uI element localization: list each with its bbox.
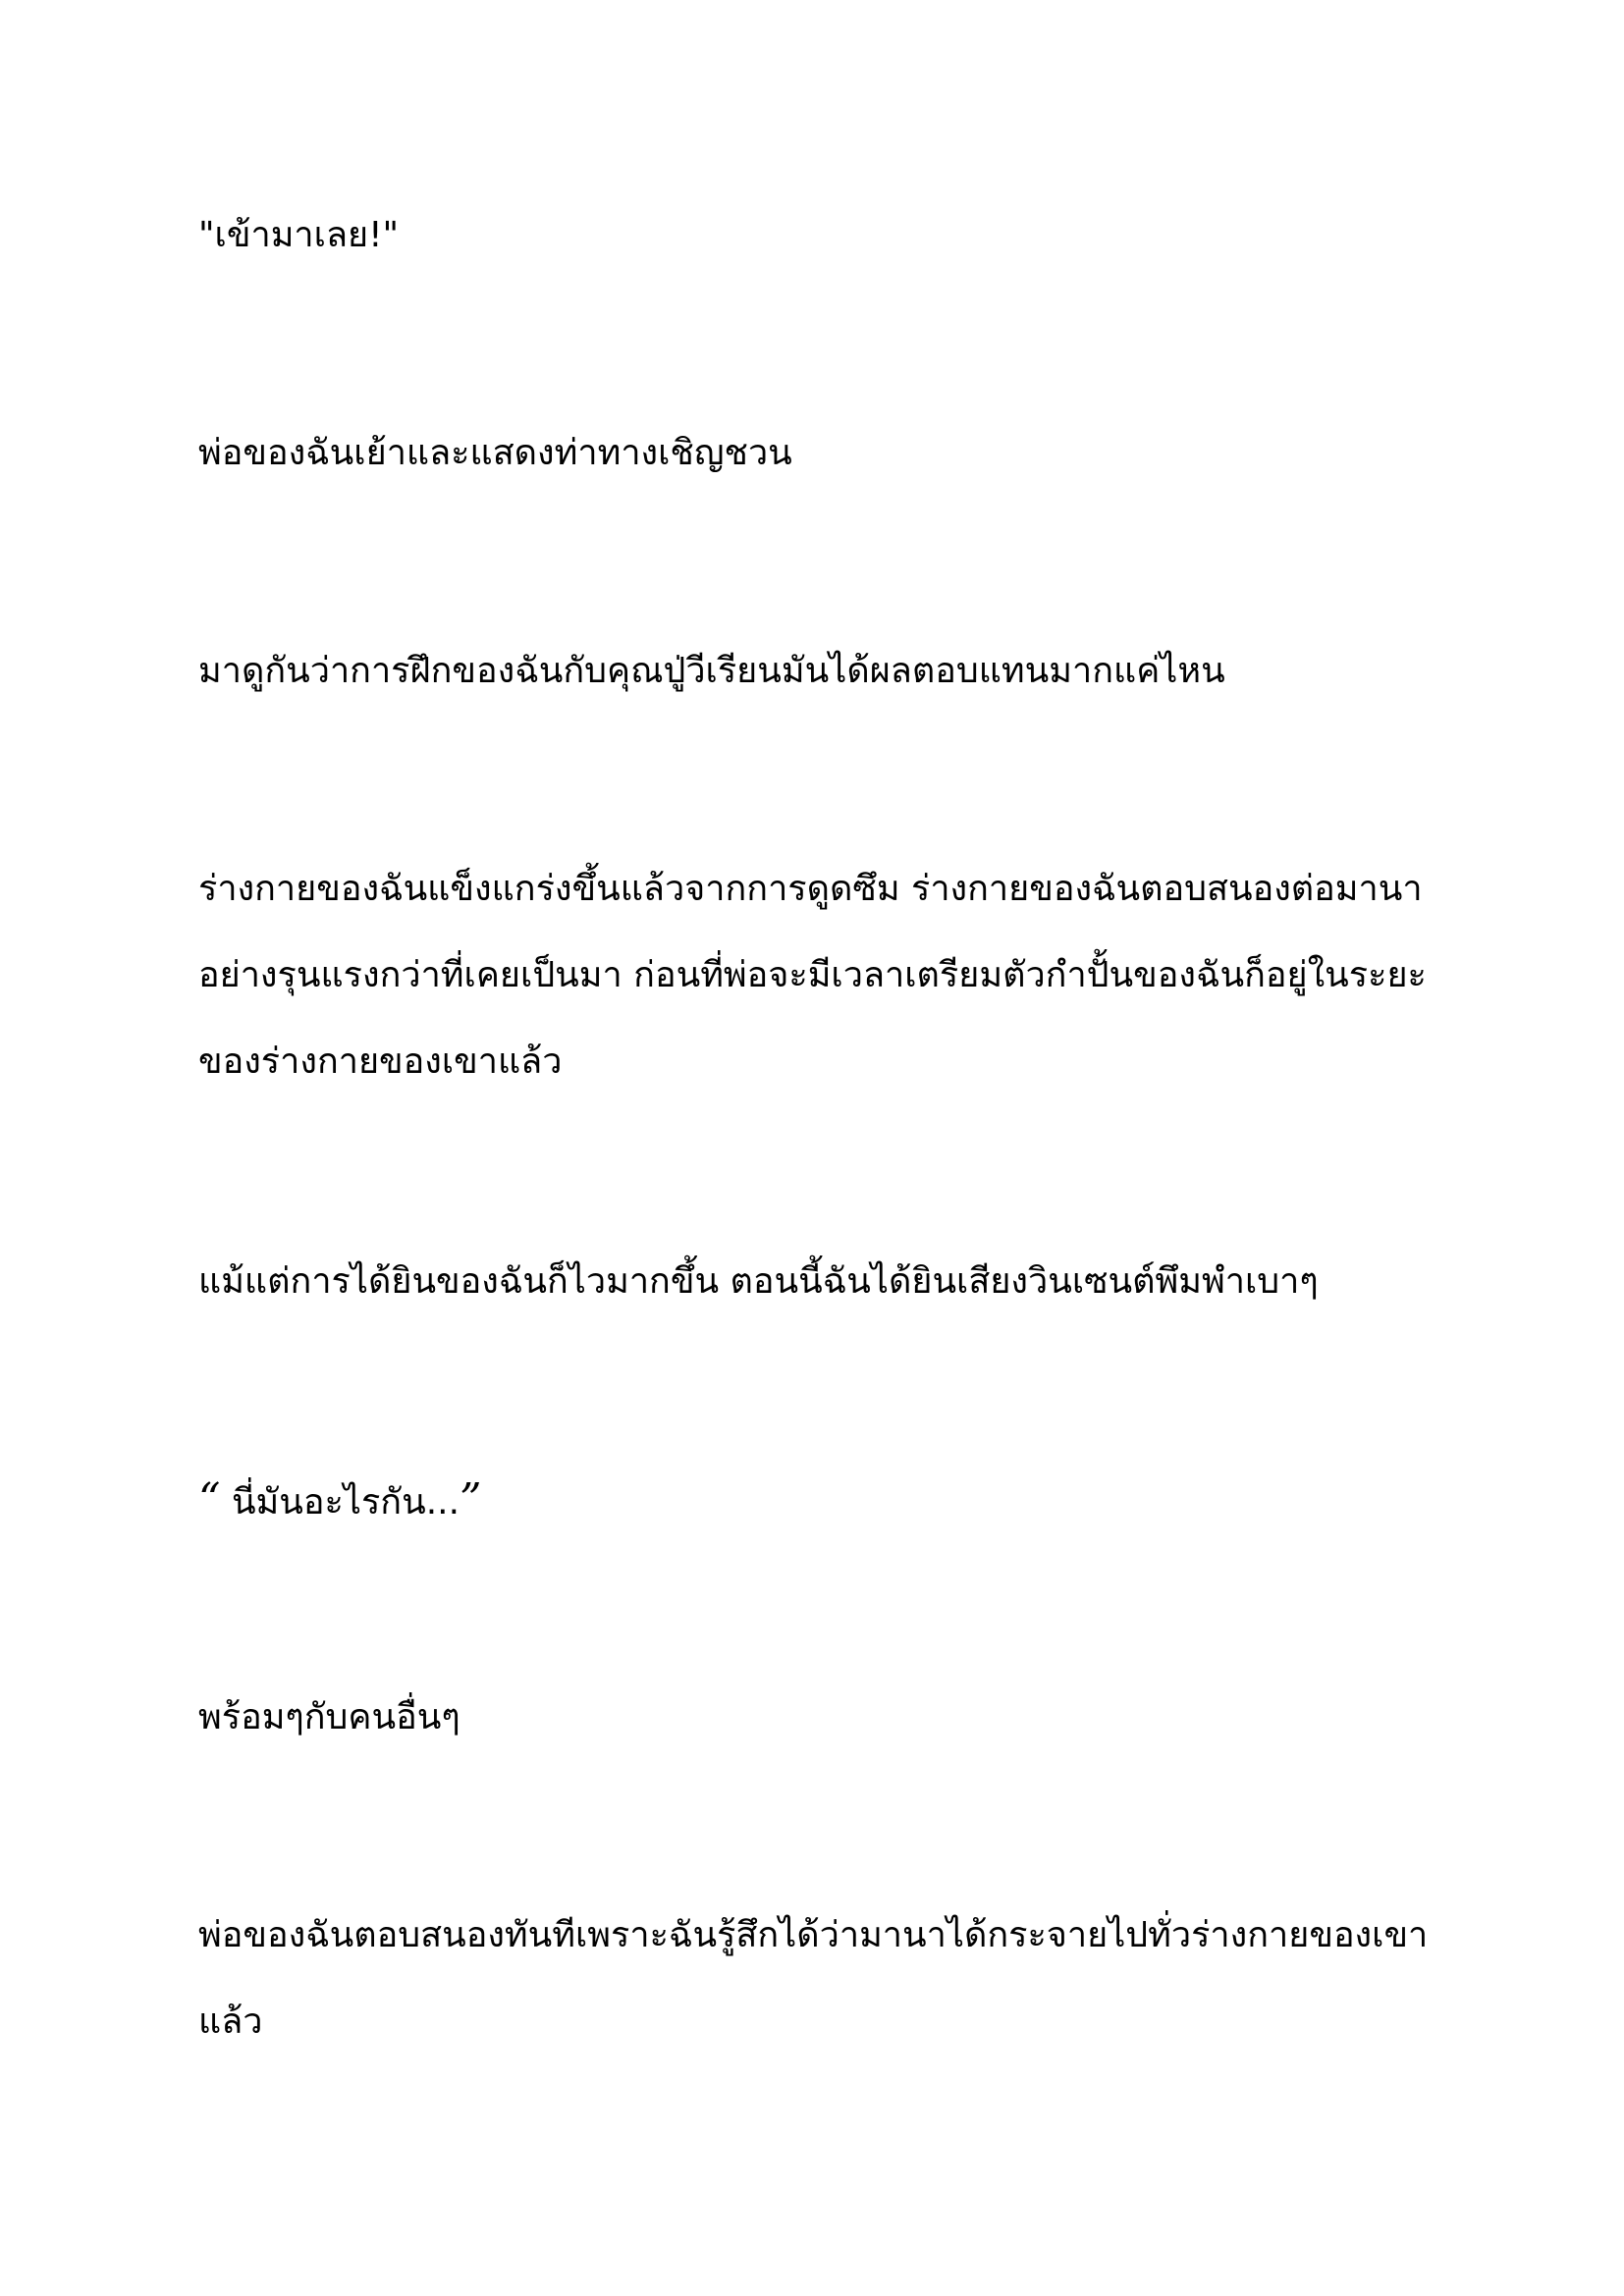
text-line: ของร่างกายของเขาแล้ว	[198, 1041, 563, 1082]
paragraph-hearing	[198, 1239, 1435, 1325]
paragraph-dialogue-come-in	[198, 192, 1435, 279]
paragraph-vincent-quote	[198, 1457, 1435, 1546]
paragraph-body-stronger	[198, 846, 1435, 1105]
close-quote-mark: ”	[460, 1474, 482, 1524]
text-line: พร้อมๆกับคนอื่นๆ	[198, 1697, 460, 1737]
paragraph-father-gesture	[198, 410, 1435, 497]
text-line: ร่างกายของฉันแข็งแกร่งขึ้นแล้วจากการดูดซึม ร่างกายของฉันตอบสนองต่อมานา	[198, 869, 1423, 909]
open-quote-mark: “	[198, 1474, 221, 1524]
text-line: พ่อของฉันตอบสนองทันทีเพราะฉันรู้สึกได้ว่ามานาได้กระจายไปทั่วร่างกายของเขา	[198, 1915, 1429, 1955]
text-line: แล้ว	[198, 2002, 263, 2042]
paragraph-training-results	[198, 628, 1435, 715]
text-line: พ่อของฉันเย้าและแสดงท่าทางเชิญชวน	[198, 433, 792, 473]
text-line: อย่างรุนแรงกว่าที่เคยเป็นมา ก่อนที่พ่อจะมีเวลาเตรียมตัวกำปั้นของฉันก็อยู่ในระยะ	[198, 955, 1427, 995]
paragraph-father-reaction	[198, 1893, 1435, 2065]
quote-line	[198, 1457, 1435, 1546]
text-line: มาดูกันว่าการฝึกของฉันกับคุณปู่วีเรียนมันได้ผลตอบแทนมากแค่ไหน	[198, 651, 1225, 691]
paragraph-others	[198, 1675, 1435, 1761]
text-line: แม้แต่การได้ยินของฉันก็ไวมากขึ้น ตอนนี้ฉันได้ยินเสียงวินเซนต์พึมพำเบาๆ	[198, 1261, 1319, 1302]
text-line: "เข้ามาเลย!"	[198, 215, 400, 255]
quote-text: นี่มันอะไรกัน...	[220, 1482, 460, 1522]
